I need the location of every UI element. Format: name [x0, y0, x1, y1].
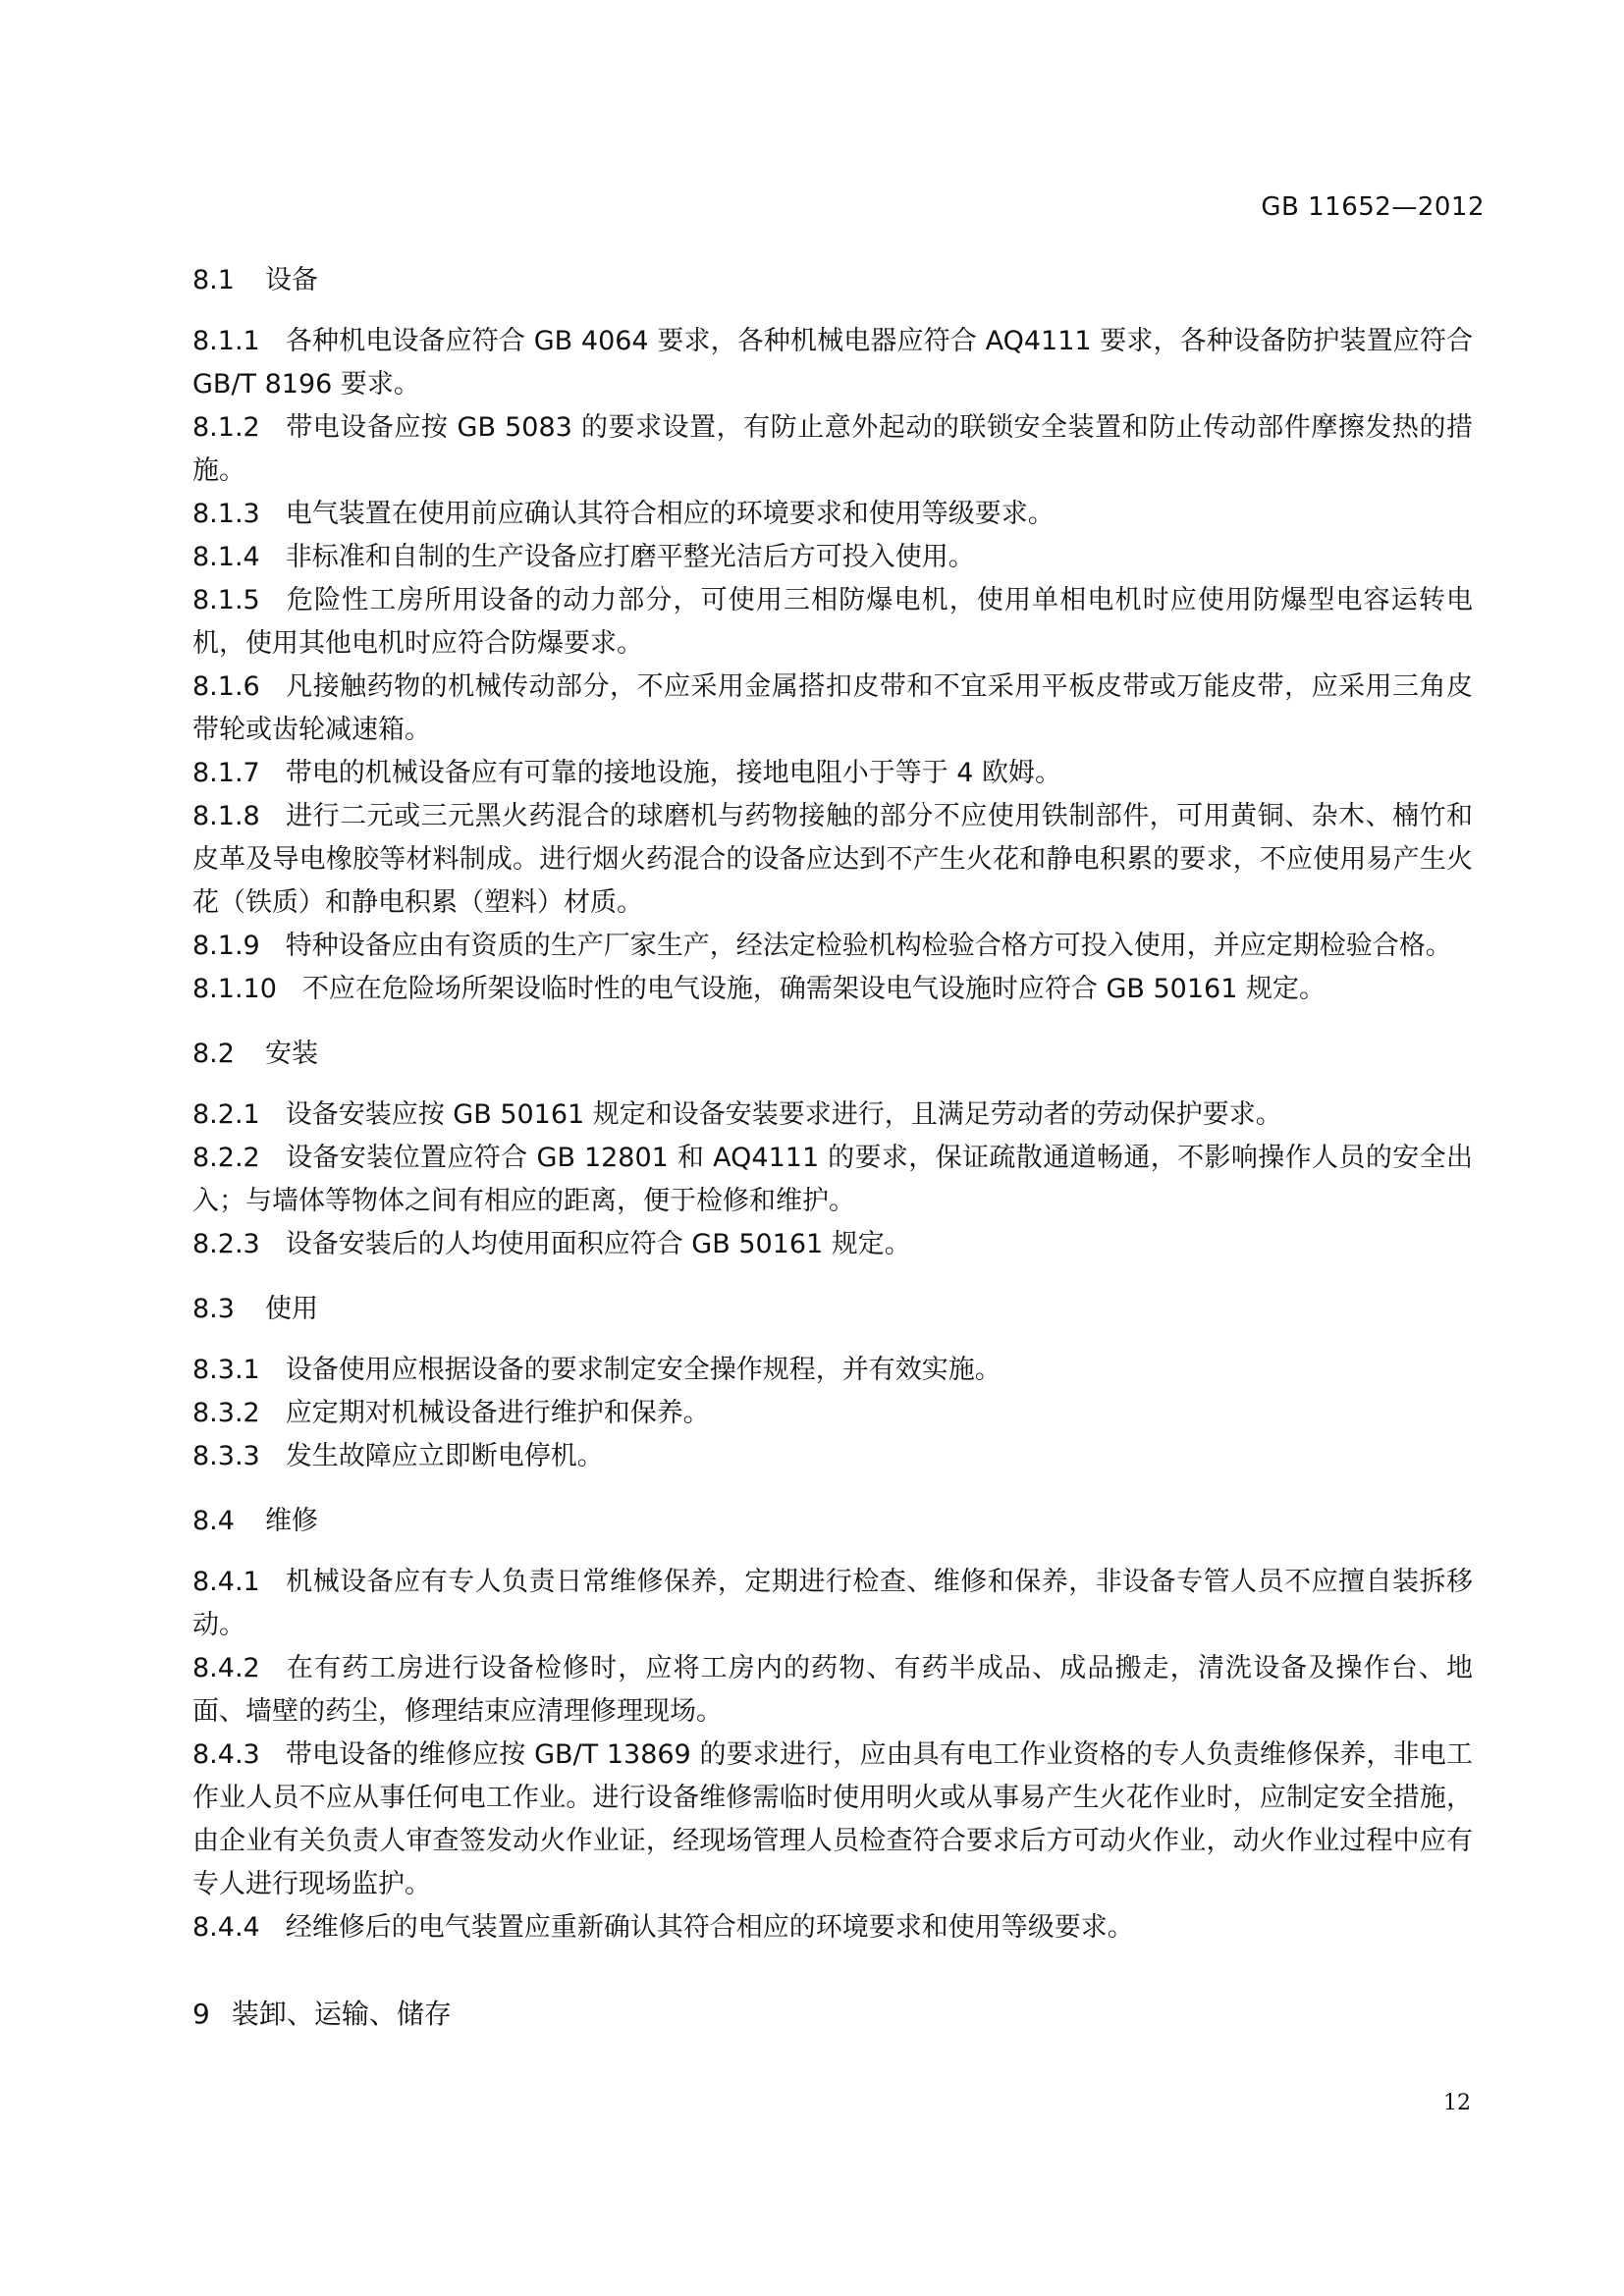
clause	[192, 666, 1473, 752]
clause-text: 经维修后的电气装置应重新确认其符合相应的环境要求和使用等级要求。	[285, 1912, 1134, 1943]
section-title: 安装	[265, 1039, 318, 1069]
clause-text: 设备安装位置应符合 GB 12801 和 AQ4111 的要求，保证疏散通道畅通，不影响操作人员的安全出入；与墙体等物体之间有相应的距离，便于检修和维护。	[192, 1143, 1473, 1216]
clause-text: 带电设备应按 GB 5083 的要求设置，有防止意外起动的联锁安全装置和防止传动部件摩擦发热的措施。	[192, 412, 1473, 486]
section-8-1	[192, 259, 1473, 1011]
clause	[192, 1561, 1473, 1647]
clause	[192, 1094, 1473, 1137]
section-spacer	[192, 1949, 1473, 1971]
clause-text: 设备安装应按 GB 50161 规定和设备安装要求进行，且满足劳动者的劳动保护要求。	[285, 1099, 1282, 1130]
clause-text: 带电设备的维修应按 GB/T 13869 的要求进行，应由具有电工作业资格的专人负责维修保养，非电工作业人员不应从事任何电工作业。进行设备维修需临时使用明火或从事易产生火花作业时，应制定安全措施，由企业有关负责人审查签发动火作业证，经现场管理人员检查符合要求后方可动火作业，动火作业过程中应有专人进行现场监护。	[192, 1739, 1473, 1899]
clause-number: 8.1.1	[192, 326, 260, 356]
clause-text: 进行二元或三元黑火药混合的球磨机与药物接触的部分不应使用铁制部件，可用黄铜、杂木、楠竹和皮革及导电橡胶等材料制成。进行烟火药混合的设备应达到不产生火花和静电积累的要求，不应使用易产生火花（铁质）和静电积累（塑料）材质。	[192, 801, 1473, 918]
clause	[192, 1906, 1473, 1949]
section-number: 8.3	[192, 1294, 235, 1324]
section-spacer	[192, 1266, 1473, 1288]
clause	[192, 1734, 1473, 1906]
page-number: 12	[1443, 2091, 1471, 2115]
section-number: 8.4	[192, 1506, 235, 1536]
clause-text: 应定期对机械设备进行维护和保养。	[285, 1398, 710, 1428]
clause-number: 8.1.5	[192, 585, 260, 615]
clause	[192, 536, 1473, 579]
clause-text: 非标准和自制的生产设备应打磨平整光洁后方可投入使用。	[285, 542, 975, 572]
clause-number: 8.1.8	[192, 801, 260, 831]
clause-number: 8.1.7	[192, 758, 260, 788]
clause-number: 8.1.6	[192, 671, 260, 702]
clause-text: 电气装置在使用前应确认其符合相应的环境要求和使用等级要求。	[285, 499, 1055, 529]
document-body	[192, 259, 1473, 2036]
clause	[192, 925, 1473, 968]
clause-text: 带电的机械设备应有可靠的接地设施，接地电阻小于等于 4 欧姆。	[285, 758, 1062, 788]
clause-text: 机械设备应有专人负责日常维修保养，定期进行检查、维修和保养，非设备专管人员不应擅自装拆移动。	[192, 1567, 1473, 1640]
clause-number: 8.1.3	[192, 499, 260, 529]
section-number: 8.2	[192, 1039, 235, 1069]
section-heading	[192, 259, 1473, 302]
section-title: 使用	[265, 1294, 318, 1324]
clause-number: 8.3.3	[192, 1441, 260, 1471]
chapter-heading	[192, 1993, 1473, 2036]
chapter-number: 9	[192, 1998, 210, 2030]
clause-number: 8.1.10	[192, 974, 277, 1004]
clause	[192, 406, 1473, 493]
clause-number: 8.3.2	[192, 1398, 260, 1428]
clause-text: 在有药工房进行设备检修时，应将工房内的药物、有药半成品、成品搬走，清洗设备及操作台、地面、墙壁的药尘，修理结束应清理修理现场。	[192, 1653, 1473, 1727]
section-8-3	[192, 1288, 1473, 1478]
section-title: 设备	[265, 265, 318, 295]
clause-number: 8.2.2	[192, 1143, 260, 1173]
clause-number: 8.2.1	[192, 1099, 260, 1130]
clause-number: 8.4.1	[192, 1567, 260, 1597]
clause	[192, 579, 1473, 666]
clause-text: 特种设备应由有资质的生产厂家生产，经法定检验机构检验合格方可投入使用，并应定期检验合格。	[285, 931, 1452, 961]
clause	[192, 1349, 1473, 1392]
clause	[192, 968, 1473, 1011]
clause-text: 不应在危险场所架设临时性的电气设施，确需架设电气设施时应符合 GB 50161 规定。	[301, 974, 1326, 1004]
clause-number: 8.4.4	[192, 1912, 260, 1943]
clause	[192, 1647, 1473, 1734]
section-spacer	[192, 1478, 1473, 1500]
clause	[192, 1137, 1473, 1223]
clause	[192, 795, 1473, 925]
clause	[192, 752, 1473, 795]
clause-number: 8.1.9	[192, 931, 260, 961]
clause-number: 8.1.4	[192, 542, 260, 572]
clause-text: 发生故障应立即断电停机。	[285, 1441, 604, 1471]
section-8-4	[192, 1500, 1473, 1949]
clause	[192, 1435, 1473, 1478]
clause-text: 设备安装后的人均使用面积应符合 GB 50161 规定。	[285, 1229, 911, 1259]
clause-number: 8.3.1	[192, 1355, 260, 1385]
clause-text: 设备使用应根据设备的要求制定安全操作规程，并有效实施。	[285, 1355, 1001, 1385]
section-heading	[192, 1500, 1473, 1543]
clause-text: 凡接触药物的机械传动部分，不应采用金属搭扣皮带和不宜采用平板皮带或万能皮带，应采用三角皮带轮或齿轮减速箱。	[192, 671, 1473, 745]
clause-text: 危险性工房所用设备的动力部分，可使用三相防爆电机，使用单相电机时应使用防爆型电容运转电机，使用其他电机时应符合防爆要求。	[192, 585, 1473, 659]
clause-number: 8.4.3	[192, 1739, 260, 1770]
section-heading	[192, 1288, 1473, 1331]
section-spacer	[192, 1011, 1473, 1033]
chapter-title: 装卸、运输、储存	[231, 1998, 452, 2030]
clause-number: 8.1.2	[192, 412, 260, 443]
section-8-2	[192, 1033, 1473, 1266]
clause	[192, 493, 1473, 536]
clause	[192, 320, 1473, 406]
clause-number: 8.4.2	[192, 1653, 260, 1683]
document-code-header: GB 11652—2012	[1261, 192, 1485, 222]
clause	[192, 1223, 1473, 1266]
clause-number: 8.2.3	[192, 1229, 260, 1259]
clause	[192, 1392, 1473, 1435]
clause-text: 各种机电设备应符合 GB 4064 要求，各种机械电器应符合 AQ4111 要求，各种设备防护装置应符合 GB/T 8196 要求。	[192, 326, 1473, 400]
section-heading	[192, 1033, 1473, 1076]
section-title: 维修	[265, 1506, 318, 1536]
section-number: 8.1	[192, 265, 235, 295]
